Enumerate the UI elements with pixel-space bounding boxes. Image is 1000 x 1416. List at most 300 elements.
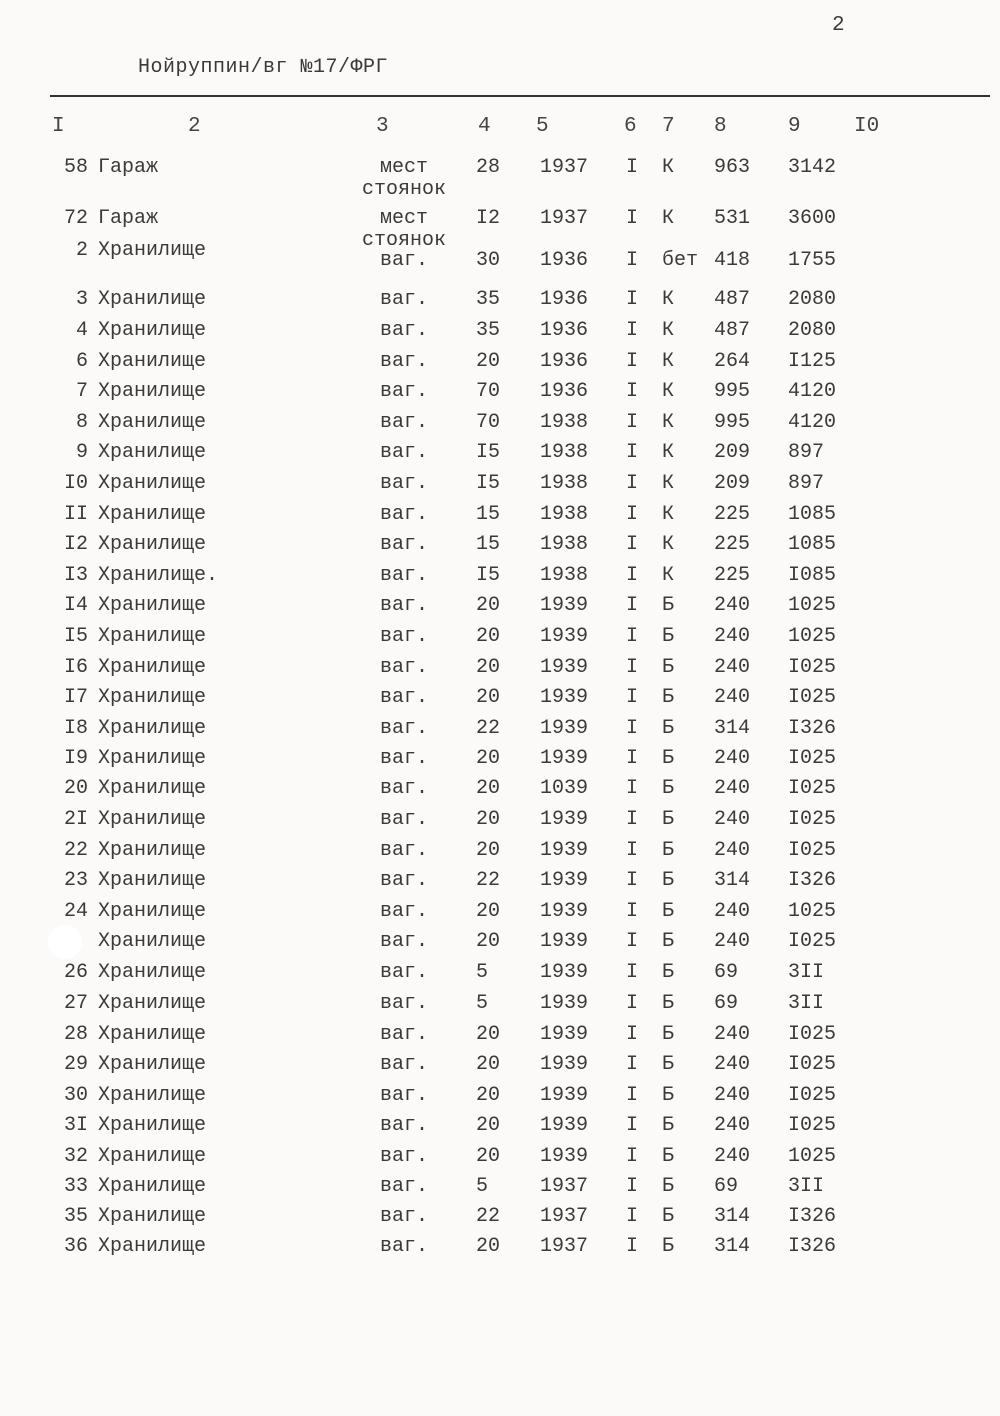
row-number: I6 — [63, 656, 88, 679]
row-number: 9 — [75, 441, 88, 464]
row-qty: 35 — [476, 319, 501, 342]
row-col6: I — [626, 747, 639, 770]
row-unit: мест — [379, 156, 428, 179]
row-year: 1936 — [540, 319, 589, 342]
row-qty: 5 — [476, 992, 489, 1015]
row-name: Хранилище — [98, 1084, 207, 1107]
row-col9: I025 — [788, 930, 837, 953]
row-qty: 22 — [476, 1205, 501, 1228]
row-number: 72 — [63, 207, 88, 230]
row-col6: I — [626, 961, 639, 984]
row-number: 4 — [75, 319, 88, 342]
row-year: 1937 — [540, 156, 589, 179]
row-col7: К — [662, 533, 675, 556]
column-header-1: I — [52, 115, 65, 138]
row-col9: I025 — [788, 839, 837, 862]
row-col6: I — [626, 503, 639, 526]
row-qty: 20 — [476, 1023, 501, 1046]
row-year: 1936 — [540, 350, 589, 373]
row-qty: 20 — [476, 1145, 501, 1168]
row-number: I7 — [63, 686, 88, 709]
row-number: I9 — [63, 747, 88, 770]
row-col7: Б — [662, 900, 675, 923]
row-number: 23 — [63, 869, 88, 892]
row-col9: I125 — [788, 350, 837, 373]
row-col9: I085 — [788, 564, 837, 587]
row-col8: 240 — [714, 1053, 751, 1076]
row-col6: I — [626, 625, 639, 648]
row-qty: 20 — [476, 594, 501, 617]
row-col6: I — [626, 686, 639, 709]
row-col8: 240 — [714, 686, 751, 709]
row-col7: К — [662, 156, 675, 179]
row-unit: ваг. — [379, 319, 428, 342]
row-unit: ваг. — [379, 503, 428, 526]
row-col6: I — [626, 1205, 639, 1228]
row-year: 1939 — [540, 625, 589, 648]
row-name: Хранилище — [98, 839, 207, 862]
row-year: 1937 — [540, 1205, 589, 1228]
row-col8: 487 — [714, 288, 751, 311]
row-col8: 314 — [714, 717, 751, 740]
row-number: 3 — [75, 288, 88, 311]
row-qty: 20 — [476, 1114, 501, 1137]
row-col6: I — [626, 900, 639, 923]
row-number: 6 — [75, 350, 88, 373]
row-qty: 5 — [476, 961, 489, 984]
row-col8: 995 — [714, 411, 751, 434]
row-name: Хранилище — [98, 594, 207, 617]
row-unit: ваг. — [379, 1084, 428, 1107]
row-qty: 15 — [476, 533, 501, 556]
row-unit: ваг. — [379, 533, 428, 556]
row-col8: 240 — [714, 808, 751, 831]
row-col7: Б — [662, 961, 675, 984]
row-col7: Б — [662, 747, 675, 770]
row-col9: 1025 — [788, 1145, 837, 1168]
row-number: 29 — [63, 1053, 88, 1076]
row-unit: ваг. — [379, 380, 428, 403]
row-col6: I — [626, 319, 639, 342]
row-number: I4 — [63, 594, 88, 617]
row-year: 1939 — [540, 992, 589, 1015]
row-name: Хранилище — [98, 288, 207, 311]
row-col9: I326 — [788, 717, 837, 740]
column-header-7: 7 — [662, 115, 675, 138]
row-unit: ваг. — [379, 1145, 428, 1168]
row-number: 26 — [63, 961, 88, 984]
row-unit: ваг. — [379, 472, 428, 495]
row-qty: 35 — [476, 288, 501, 311]
row-col6: I — [626, 808, 639, 831]
column-header-8: 8 — [714, 115, 727, 138]
row-unit: ваг. — [379, 717, 428, 740]
row-qty: 22 — [476, 717, 501, 740]
row-col6: I — [626, 207, 639, 230]
row-number: 35 — [63, 1205, 88, 1228]
row-year: 1936 — [540, 380, 589, 403]
row-year: 1939 — [540, 1114, 589, 1137]
row-col6: I — [626, 156, 639, 179]
row-col8: 314 — [714, 869, 751, 892]
row-year: 1939 — [540, 747, 589, 770]
row-col7: Б — [662, 1084, 675, 1107]
row-qty: 22 — [476, 869, 501, 892]
row-col7: Б — [662, 625, 675, 648]
row-year: 1939 — [540, 900, 589, 923]
column-header-6: 6 — [624, 115, 637, 138]
row-col7: Б — [662, 1023, 675, 1046]
row-year: 1939 — [540, 1084, 589, 1107]
row-col9: 4120 — [788, 411, 837, 434]
row-number: 20 — [63, 777, 88, 800]
row-col7: Б — [662, 808, 675, 831]
row-number: I5 — [63, 625, 88, 648]
row-unit: ваг. — [379, 686, 428, 709]
row-col8: 240 — [714, 1084, 751, 1107]
row-year: 1936 — [540, 288, 589, 311]
row-number: 36 — [63, 1235, 88, 1258]
row-qty: 20 — [476, 350, 501, 373]
row-qty: 20 — [476, 900, 501, 923]
row-col8: 240 — [714, 900, 751, 923]
row-year: 1939 — [540, 930, 589, 953]
row-qty: 20 — [476, 656, 501, 679]
row-unit: ваг. — [379, 747, 428, 770]
row-col8: 314 — [714, 1235, 751, 1258]
row-name: Хранилище — [98, 239, 207, 262]
row-col7: К — [662, 350, 675, 373]
header-rule — [50, 95, 990, 97]
row-name: Хранилище — [98, 1175, 207, 1198]
row-number: 2I — [63, 808, 88, 831]
row-unit: ваг. — [379, 808, 428, 831]
row-col8: 209 — [714, 472, 751, 495]
row-col8: 225 — [714, 533, 751, 556]
row-col6: I — [626, 441, 639, 464]
row-qty: 20 — [476, 1084, 501, 1107]
row-col9: 897 — [788, 441, 825, 464]
row-number: 22 — [63, 839, 88, 862]
row-col6: I — [626, 1235, 639, 1258]
row-qty: 30 — [476, 249, 501, 272]
row-year: 1939 — [540, 686, 589, 709]
row-year: 1936 — [540, 249, 589, 272]
row-name: Хранилище — [98, 533, 207, 556]
row-col8: 240 — [714, 625, 751, 648]
row-year: 1937 — [540, 1175, 589, 1198]
row-col7: Б — [662, 1053, 675, 1076]
row-year: 1939 — [540, 656, 589, 679]
row-col8: 240 — [714, 777, 751, 800]
row-col6: I — [626, 839, 639, 862]
row-name: Хранилище — [98, 961, 207, 984]
row-number: 8 — [75, 411, 88, 434]
row-col8: 314 — [714, 1205, 751, 1228]
row-unit: ваг. — [379, 869, 428, 892]
row-col9: I025 — [788, 747, 837, 770]
row-col8: 995 — [714, 380, 751, 403]
row-unit: ваг. — [379, 900, 428, 923]
row-number: I8 — [63, 717, 88, 740]
row-year: 1939 — [540, 594, 589, 617]
row-col9: 2080 — [788, 319, 837, 342]
row-year: 1938 — [540, 564, 589, 587]
column-header-10: I0 — [854, 115, 880, 138]
row-number: 32 — [63, 1145, 88, 1168]
row-col6: I — [626, 869, 639, 892]
row-col9: I025 — [788, 686, 837, 709]
row-col9: I025 — [788, 1053, 837, 1076]
row-col8: 69 — [714, 1175, 739, 1198]
row-col7: К — [662, 207, 675, 230]
page-number: 2 — [832, 14, 845, 37]
row-col9: 2080 — [788, 288, 837, 311]
row-col7: Б — [662, 992, 675, 1015]
row-name: Хранилище — [98, 1145, 207, 1168]
row-col9: 1085 — [788, 533, 837, 556]
paper-blot — [48, 925, 82, 959]
row-col6: I — [626, 1023, 639, 1046]
row-name: Хранилище — [98, 1235, 207, 1258]
row-year: 1939 — [540, 1053, 589, 1076]
row-col6: I — [626, 249, 639, 272]
row-unit-second-line: стоянок — [361, 229, 446, 252]
row-number: II — [63, 503, 88, 526]
row-number: 2 — [75, 239, 88, 262]
row-col8: 240 — [714, 747, 751, 770]
row-col7: бет — [662, 249, 699, 272]
row-col7: Б — [662, 930, 675, 953]
row-col6: I — [626, 717, 639, 740]
row-col7: К — [662, 319, 675, 342]
row-year: 1938 — [540, 503, 589, 526]
row-year: 1938 — [540, 533, 589, 556]
row-qty: I5 — [476, 472, 501, 495]
row-col6: I — [626, 777, 639, 800]
row-qty: 20 — [476, 1053, 501, 1076]
row-qty: 20 — [476, 625, 501, 648]
row-year: 1938 — [540, 411, 589, 434]
row-unit: ваг. — [379, 1205, 428, 1228]
row-unit: ваг. — [379, 656, 428, 679]
row-name: Хранилище — [98, 930, 207, 953]
row-col6: I — [626, 992, 639, 1015]
row-name: Хранилище — [98, 808, 207, 831]
row-year: 1938 — [540, 441, 589, 464]
row-qty: 70 — [476, 380, 501, 403]
row-year: 1937 — [540, 207, 589, 230]
row-number: I3 — [63, 564, 88, 587]
row-name: Хранилище — [98, 503, 207, 526]
row-qty: 20 — [476, 777, 501, 800]
row-col9: 1085 — [788, 503, 837, 526]
row-number: 30 — [63, 1084, 88, 1107]
row-qty: 15 — [476, 503, 501, 526]
row-number: 3I — [63, 1114, 88, 1137]
row-col9: 4120 — [788, 380, 837, 403]
row-col9: 1025 — [788, 900, 837, 923]
row-name: Хранилище — [98, 686, 207, 709]
row-col6: I — [626, 288, 639, 311]
row-col8: 264 — [714, 350, 751, 373]
row-col9: I326 — [788, 1205, 837, 1228]
row-col7: Б — [662, 656, 675, 679]
row-unit: ваг. — [379, 1175, 428, 1198]
row-unit: ваг. — [379, 992, 428, 1015]
row-unit: ваг. — [379, 839, 428, 862]
row-name: Хранилище — [98, 656, 207, 679]
row-name: Хранилище — [98, 350, 207, 373]
column-header-4: 4 — [478, 115, 491, 138]
row-name: Хранилище — [98, 411, 207, 434]
row-col9: I326 — [788, 869, 837, 892]
row-col9: 897 — [788, 472, 825, 495]
row-col8: 225 — [714, 564, 751, 587]
row-unit: ваг. — [379, 1053, 428, 1076]
row-col9: 1755 — [788, 249, 837, 272]
row-col8: 240 — [714, 656, 751, 679]
row-col9: I025 — [788, 808, 837, 831]
row-col6: I — [626, 350, 639, 373]
row-name: Хранилище — [98, 869, 207, 892]
row-qty: 20 — [476, 1235, 501, 1258]
row-name: Хранилище — [98, 472, 207, 495]
row-col8: 225 — [714, 503, 751, 526]
row-name: Хранилище — [98, 380, 207, 403]
row-unit: ваг. — [379, 777, 428, 800]
row-unit: ваг. — [379, 441, 428, 464]
row-col6: I — [626, 1053, 639, 1076]
row-col6: I — [626, 564, 639, 587]
row-year: 1939 — [540, 717, 589, 740]
row-col8: 69 — [714, 992, 739, 1015]
row-col7: Б — [662, 1205, 675, 1228]
row-name: Хранилище — [98, 319, 207, 342]
column-header-2: 2 — [188, 115, 201, 138]
row-col8: 487 — [714, 319, 751, 342]
row-col7: Б — [662, 1145, 675, 1168]
row-unit: ваг. — [379, 249, 428, 272]
row-qty: I5 — [476, 564, 501, 587]
row-col7: Б — [662, 717, 675, 740]
row-col7: Б — [662, 1114, 675, 1137]
row-qty: 20 — [476, 747, 501, 770]
row-col7: К — [662, 380, 675, 403]
row-name: Хранилище — [98, 1205, 207, 1228]
row-unit: ваг. — [379, 594, 428, 617]
row-col9: I025 — [788, 1114, 837, 1137]
column-header-3: 3 — [376, 115, 389, 138]
row-col8: 69 — [714, 961, 739, 984]
row-col7: Б — [662, 839, 675, 862]
row-col8: 209 — [714, 441, 751, 464]
row-unit: ваг. — [379, 961, 428, 984]
row-name: Хранилище — [98, 747, 207, 770]
row-year: 1938 — [540, 472, 589, 495]
row-number: 58 — [63, 156, 88, 179]
row-number: 33 — [63, 1175, 88, 1198]
row-col7: Б — [662, 869, 675, 892]
row-year: 1939 — [540, 808, 589, 831]
row-name: Хранилище — [98, 1023, 207, 1046]
row-name: Хранилище — [98, 625, 207, 648]
row-col9: 3600 — [788, 207, 837, 230]
row-qty: I2 — [476, 207, 501, 230]
row-year: 1039 — [540, 777, 589, 800]
row-unit: ваг. — [379, 930, 428, 953]
row-unit-second-line: стоянок — [361, 178, 446, 201]
row-col6: I — [626, 1084, 639, 1107]
row-col9: 1025 — [788, 594, 837, 617]
row-col7: К — [662, 564, 675, 587]
row-col8: 240 — [714, 1023, 751, 1046]
row-col8: 240 — [714, 839, 751, 862]
row-qty: 28 — [476, 156, 501, 179]
row-qty: 20 — [476, 808, 501, 831]
row-year: 1939 — [540, 1145, 589, 1168]
row-col9: 3142 — [788, 156, 837, 179]
row-col8: 240 — [714, 594, 751, 617]
row-col8: 240 — [714, 930, 751, 953]
row-col9: 3II — [788, 992, 825, 1015]
row-name: Хранилище — [98, 1114, 207, 1137]
row-col9: I025 — [788, 1084, 837, 1107]
row-qty: 20 — [476, 839, 501, 862]
row-unit: ваг. — [379, 1235, 428, 1258]
document-title: Нойруппин/вг №17/ФРГ — [138, 56, 389, 79]
row-name: Гараж — [98, 156, 159, 179]
row-col9: 3II — [788, 961, 825, 984]
row-col6: I — [626, 1114, 639, 1137]
row-qty: 20 — [476, 930, 501, 953]
row-col8: 240 — [714, 1114, 751, 1137]
row-year: 1939 — [540, 869, 589, 892]
row-name: Хранилище — [98, 900, 207, 923]
row-col7: Б — [662, 777, 675, 800]
row-col7: К — [662, 503, 675, 526]
column-header-5: 5 — [536, 115, 549, 138]
row-name: Хранилище — [98, 1053, 207, 1076]
row-qty: 5 — [476, 1175, 489, 1198]
row-number: I0 — [63, 472, 88, 495]
row-number: 28 — [63, 1023, 88, 1046]
row-col7: Б — [662, 1235, 675, 1258]
row-col6: I — [626, 411, 639, 434]
row-col9: 1025 — [788, 625, 837, 648]
row-number: 27 — [63, 992, 88, 1015]
row-col7: К — [662, 288, 675, 311]
row-number: 7 — [75, 380, 88, 403]
row-unit: ваг. — [379, 350, 428, 373]
row-qty: 70 — [476, 411, 501, 434]
row-col9: I025 — [788, 777, 837, 800]
row-year: 1939 — [540, 839, 589, 862]
row-col8: 531 — [714, 207, 751, 230]
row-col7: Б — [662, 1175, 675, 1198]
row-col9: I025 — [788, 656, 837, 679]
row-number: 24 — [63, 900, 88, 923]
row-col6: I — [626, 594, 639, 617]
row-name: Хранилище — [98, 717, 207, 740]
row-col6: I — [626, 380, 639, 403]
row-year: 1939 — [540, 961, 589, 984]
row-qty: I5 — [476, 441, 501, 464]
row-col7: Б — [662, 594, 675, 617]
row-col9: I326 — [788, 1235, 837, 1258]
row-col7: К — [662, 411, 675, 434]
row-name: Хранилище. — [98, 564, 219, 587]
